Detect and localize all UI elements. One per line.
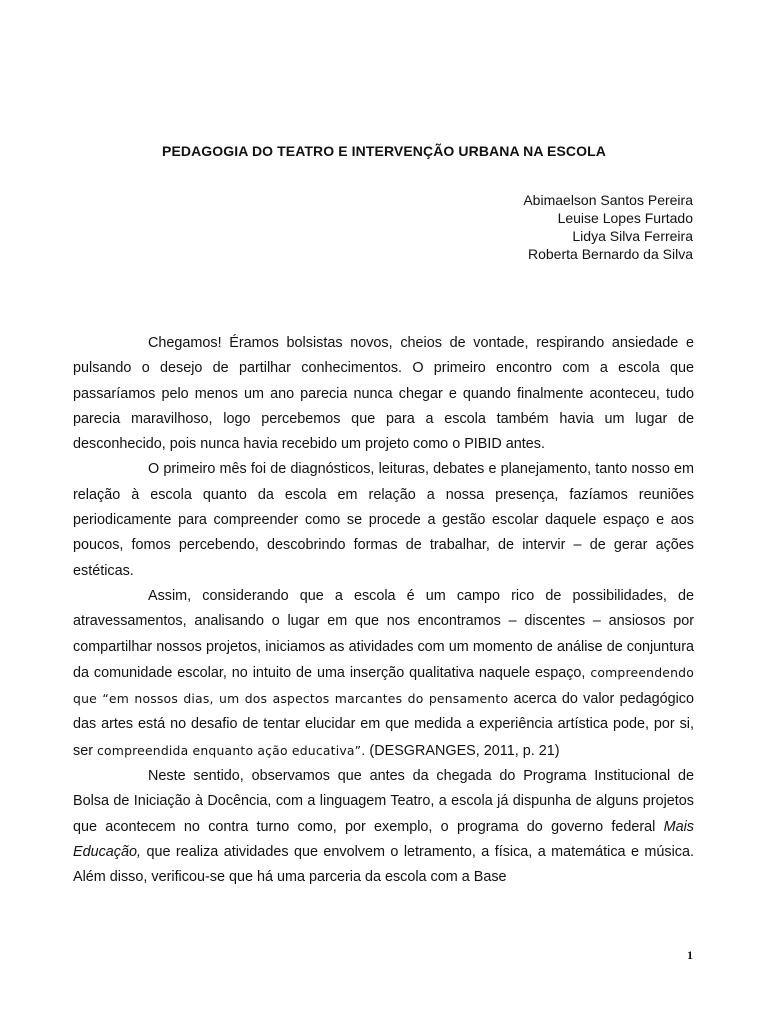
program-name-italic: Mais Educação,: [73, 818, 694, 860]
document-title: PEDAGOGIA DO TEATRO E INTERVENÇÃO URBANA NA ESCOLA: [162, 143, 606, 159]
citation-reference: (DESGRANGES, 2011, p. 21): [365, 742, 560, 759]
paragraph-4-text: Neste sentido, observamos que antes da chegada do Programa Institucional de Bolsa de Iniciação à Docência, com a linguagem Teatro, a escola já dispunha de alguns projetos que acontecem no contra turno como, por exemplo, o programa do governo federal: [73, 768, 694, 835]
paragraph-4-text: que realiza atividades que envolvem o letramento, a física, a matemática e música. Além disso, verificou-se que há uma parceria da escola com a Base: [73, 843, 694, 886]
author-list: [523, 191, 693, 263]
paragraph-3: [73, 584, 694, 764]
paragraph-1: Chegamos! Éramos bolsistas novos, cheios de vontade, respirando ansiedade e pulsando o desejo de partilhar conhecimentos. O primeiro encontro com a escola que passaríamos pelo menos um ano parecia nunca chegar e quando finalmente aconteceu, tudo parecia maravilhoso, logo percebemos que para a escola também havia um lugar de desconhecido, pois nunca havia recebido um projeto como o PIBID antes.: [73, 335, 694, 453]
citation-quote: compreendida enquanto ação educativa”.: [97, 742, 366, 758]
author-name: Leuise Lopes Furtado: [557, 210, 693, 226]
citation-quote: compreendendo que “em nossos dias, um dos aspectos marcantes do pensamento: [73, 664, 694, 707]
paragraph-2: O primeiro mês foi de diagnósticos, leituras, debates e planejamento, tanto nosso em relação à escola quanto da escola em relação a nossa presença, fazíamos reuniões periodicamente para compreender como se procede a gestão escolar daquele espaço e aos poucos, fomos percebendo, descobrindo formas de trabalhar, de intervir – de gerar ações estéticas.: [73, 461, 694, 579]
paragraph-3-text: acerca do valor pedagógico das artes está no desafio de tentar elucidar em que medida a experiência artística pode, por si, ser: [73, 691, 694, 759]
author-name: Roberta Bernardo da Silva: [528, 246, 693, 262]
paragraph-3-text: Assim, considerando que a escola é um campo rico de possibilidades, de atravessamentos, analisando o lugar em que nos encontramos – discentes – ansiosos por compartilhar nossos projetos, iniciamos as atividades com um momento de análise de conjuntura da comunidade escolar, no intuito de uma inserção qualitativa naquele espaço,: [73, 587, 694, 681]
page-number: 1: [687, 948, 693, 962]
paragraph-4: [73, 764, 694, 890]
author-name: Lidya Silva Ferreira: [572, 228, 693, 244]
document-body: [73, 331, 694, 891]
author-name: Abimaelson Santos Pereira: [523, 192, 693, 208]
